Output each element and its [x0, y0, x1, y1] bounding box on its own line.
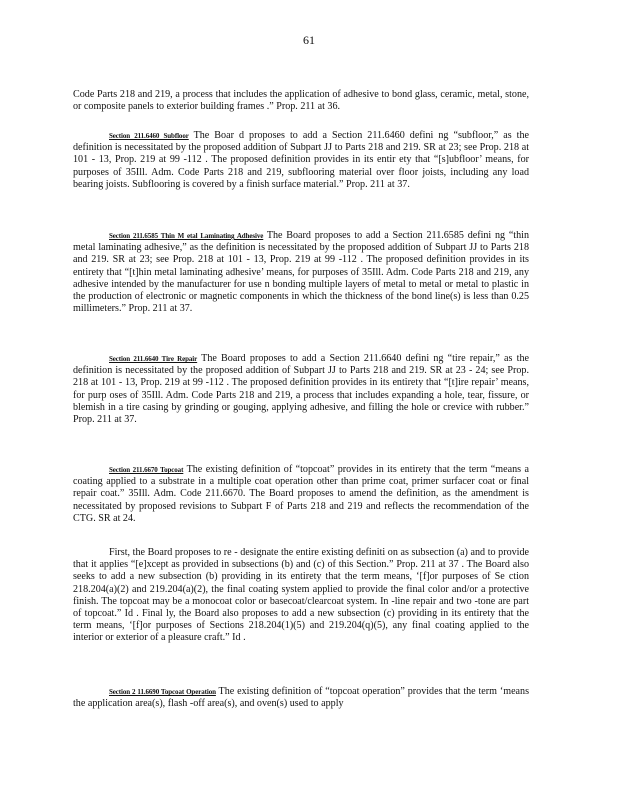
- paragraph-text: First, the Board proposes to re - designate the entire existing definiti on as subsection (a) and to provide that it applies “[e]xcept as provided in subsections (b) and (c) of this Section.” Prop. 211 at 37 . The Board also seeks to add a new subsection (b) providing in its entirety that the term means, ‘[f]or purposes of Se ction 218.204(a)(2) and 219.204(a)(2), the final coating system applied to provide the final color and/or a protective finish. The topcoat may be a monocoat color or basecoat/clearcoat system. In -line repair and two -tone are part of topcoat.” Id . Final ly, the Board also proposes to add a new subsection (c) providing in its entirety that the term means, ‘[f]or purposes of Sections 218.204(1)(5) and 219.204(q)(5), any final coating applied to the interior or exterior of a pleasure craft.” Id .: [73, 547, 529, 644]
- page-number: 61: [303, 33, 315, 47]
- paragraph-continuation: [73, 89, 529, 113]
- definition-thin-metal-laminating-adhesive: [73, 230, 529, 315]
- paragraph-text: The Boar d proposes to add a Section 211.6460 defini ng “subfloor,” as the definition is necessitated by the proposed addition of Subpart JJ to Parts 218 and 219. SR at 23; see Prop. 218 at 101 - 13, Prop. 219 at 99 -112 . The proposed definition provides in its entir ety that “[s]ubfloor’ means, for purposes of 35Ill. Adm. Code Parts 218 and 219, subflooring material over floor joists, including any load bearing joists. Subflooring is covered by a finish surface material.” Prop. 211 at 37.: [73, 130, 530, 190]
- section-heading: Section 2 11.6690 Topcoat Operation: [109, 688, 216, 696]
- definition-topcoat-operation: [73, 686, 529, 710]
- definition-subfloor: [73, 130, 529, 191]
- section-heading: Section 211.6585 Thin M etal Laminating Adhesive: [109, 232, 264, 240]
- paragraph-text: The existing definition of “topcoat operation” provides that the term ‘means the application area(s), flash -off area(s), and oven(s) used to apply: [73, 686, 529, 710]
- section-heading: Section 211.6460 Subfloor: [109, 132, 189, 140]
- paragraph-text: Code Parts 218 and 219, a process that includes the application of adhesive to bond glass, ceramic, metal, stone, or composite panels to exterior building frames .” Prop. 211 at 36.: [73, 89, 529, 113]
- paragraph-text: The Board proposes to add a Section 211.6585 defini ng “thin metal laminating adhesive,” as the definition is necessitated by the proposed addition of Subpart JJ to Parts 218 and 219. SR at 23; see Prop. 218 at 101 - 13, Prop. 219 at 99 -112 . The proposed definition provides in its entirety that “[t]hin metal laminating adhesive’ means, for purposes of 35Ill. Adm. Code Parts 218 and 219, any adhesive intended by the manufacturer for use n bonding multiple layers of metal to metal or metal to plastic in the production of electronic or magnetic components in which the thickness of the bond line(s) is less than 0.25 millimeters.” Prop. 211 at 37.: [73, 230, 529, 315]
- paragraph-text: The Board proposes to add a Section 211.6640 defini ng “tire repair,” as the definition is necessitated by the proposed addition of Subpart JJ to Parts 218 and 219. SR at 23 - 24; see Prop. 218 at 101 - 13, Prop. 219 at 99 -112 . The proposed definition provides in its entirety that “[t]ire repair’ means, for purp oses of 35Ill. Adm. Code Parts 218 and 219, a process that includes expanding a hole, tear, fissure, or blemish in a tire casing by grinding or gouging, applying adhesive, and filling the hole or crevice with rubber.” Prop. 211 at 37.: [73, 353, 529, 426]
- paragraph-text: The existing definition of “topcoat” provides in its entirety that the term “means a coating applied to a substrate in a multiple coat operation other than prime coat, primer surfacer coat or final repair coat.” 35Ill. Adm. Code 211.6670. The Board proposes to amend the definition, as the amendment is necessitated by proposed revisions to Subpart F of Parts 218 and 219 and reflects the recommendation of the CTG. SR at 24.: [73, 464, 529, 524]
- section-heading: Section 211.6640 Tire Repair: [109, 355, 198, 363]
- definition-topcoat: [73, 464, 529, 525]
- paragraph-topcoat-amendment: [73, 547, 529, 645]
- section-heading: Section 211.6670 Topcoat: [109, 466, 184, 474]
- definition-tire-repair: [73, 353, 529, 426]
